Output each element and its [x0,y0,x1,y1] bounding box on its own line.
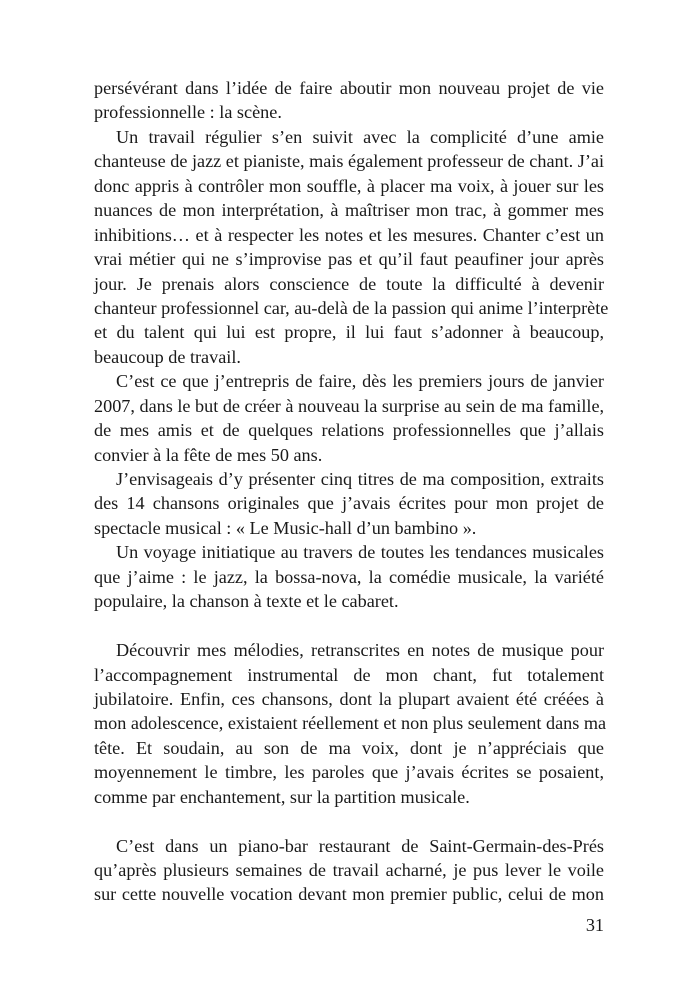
text-line: comme par enchantement, sur la partition musicale. [94,786,470,807]
blank-line [94,614,604,638]
text-line: l’accompagnement instrumental de mon chant, fut totalement [94,664,604,685]
text-line: persévérant dans l’idée de faire aboutir mon nouveau projet de vie [94,78,604,98]
text-line: nuances de mon interprétation, à maîtriser mon trac, à gommer mes [94,200,604,221]
text-line: Un voyage initiatique au travers de toutes les tendances musicales [116,542,604,563]
text-line: vrai métier qui ne s’improvise pas et qu’il faut peaufiner jour après [94,249,604,270]
page-number: 31 [585,915,604,935]
text-line: et du talent qui lui est propre, il lui faut s’adonner à beaucoup, [94,322,604,343]
text-line: Découvrir mes mélodies, retranscrites en notes de musique pour [116,640,604,661]
text-line: convier à la fête de mes 50 ans. [94,444,323,465]
text-line: J’envisageais d’y présenter cinq titres de ma composition, extraits [116,469,604,489]
blank-line [94,809,604,833]
text-line: jour. Je prenais alors conscience de toute la difficulté à devenir [94,273,604,294]
text-line: spectacle musical : « Le Music-hall d’un bambino ». [94,517,477,538]
paragraph [94,76,604,125]
text-line: que j’aime : le jazz, la bossa-nova, la comédie musicale, la variété [94,566,604,587]
text-line: 2007, dans le but de créer à nouveau la surprise au sein de ma famille, [94,395,605,416]
text-line: chanteuse de jazz et pianiste, mais également professeur de chant. J’ai [94,151,605,172]
text-line: moyennement le timbre, les paroles que j’avais écrites se posaient, [94,762,604,783]
text-line: beaucoup de travail. [94,346,241,367]
text-line: sur cette nouvelle vocation devant mon premier public, celui de mon [94,884,604,905]
text-line: donc appris à contrôler mon souffle, à placer ma voix, à jouer sur les [94,175,604,196]
paragraph [94,540,604,613]
text-line: chanteur professionnel car, au-delà de la passion qui anime l’interprète [94,297,609,318]
text-line: C’est ce que j’entrepris de faire, dès les premiers jours de janvier [116,371,604,392]
paragraph [94,638,607,809]
body-text [94,76,609,907]
text-line: C’est dans un piano-bar restaurant de Saint-Germain-des-Prés [116,835,604,856]
text-line: populaire, la chanson à texte et le cabaret. [94,591,399,612]
text-line: jubilatoire. Enfin, ces chansons, dont la plupart avaient été créées à [94,688,604,709]
text-line: mon adolescence, existaient réellement et non plus seulement dans ma [94,713,607,734]
paragraph [94,834,604,907]
paragraph [94,369,604,467]
text-line: Un travail régulier s’en suivit avec la complicité d’une amie [116,126,604,147]
paragraph [94,467,604,540]
paragraph [94,125,609,369]
text-line: inhibitions… et à respecter les notes et les mesures. Chanter c’est un [94,224,604,245]
text-line: qu’après plusieurs semaines de travail acharné, je pus lever le voile [94,860,604,880]
text-line: tête. Et soudain, au son de ma voix, dont je n’appréciais que [94,737,604,758]
text-line: professionnelle : la scène. [94,102,282,123]
text-line: de mes amis et de quelques relations professionnelles que j’allais [94,420,604,441]
text-line: des 14 chansons originales que j’avais écrites pour mon projet de [94,493,604,514]
